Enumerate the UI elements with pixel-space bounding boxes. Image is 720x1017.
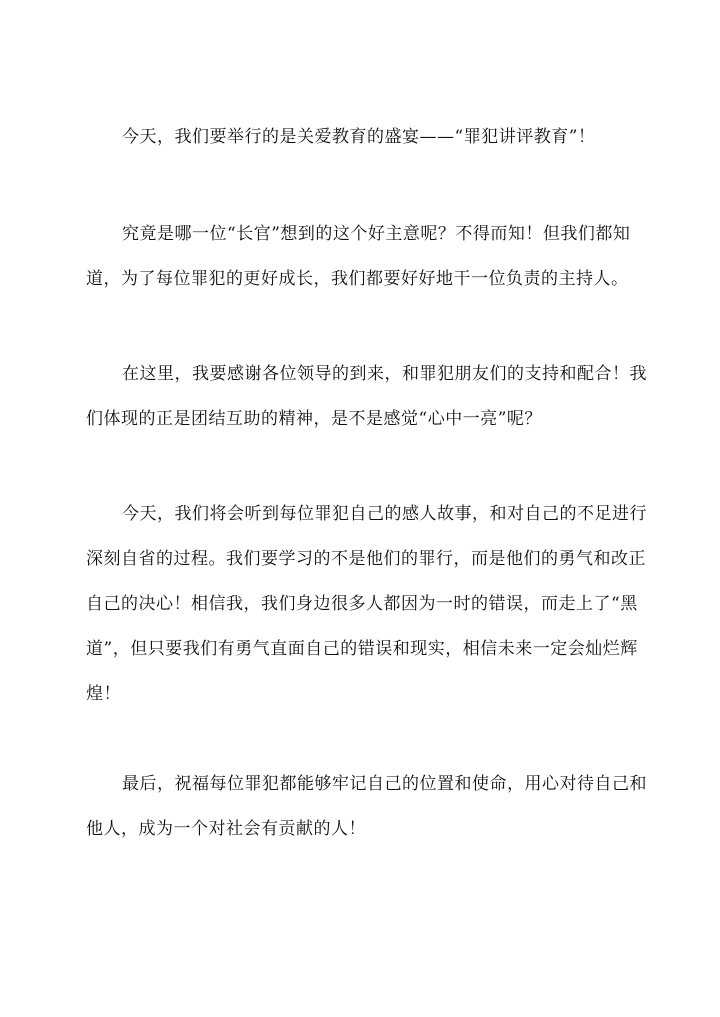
text-line: 最后，祝福每位罪犯都能够牢记自己的位置和使命，用心对待自己和 <box>122 774 647 794</box>
text-line: 他人，成为一个对社会有贡献的人！ <box>86 819 366 839</box>
text-line: 今天，我们将会听到每位罪犯自己的感人故事，和对自己的不足进行 <box>122 504 647 524</box>
text-line: 们体现的正是团结互助的精神，是不是感觉“心中一亮”呢？ <box>86 409 542 429</box>
text-line: 自己的决心！相信我，我们身边很多人都因为一时的错误，而走上了“黑 <box>86 594 638 614</box>
paragraph-5 <box>86 762 647 852</box>
text-line: 今天，我们要举行的是关爱教育的盛宴——“罪犯讲评教育”！ <box>122 127 596 147</box>
text-line: 煌！ <box>86 684 121 704</box>
paragraph-2 <box>86 212 634 302</box>
paragraph-3 <box>86 352 647 442</box>
paragraph-4 <box>86 492 647 717</box>
paragraph-1 <box>86 115 634 160</box>
text-line: 在这里，我要感谢各位领导的到来，和罪犯朋友们的支持和配合！我 <box>122 364 647 384</box>
text-line: 道，为了每位罪犯的更好成长，我们都要好好地干一位负责的主持人。 <box>86 269 629 289</box>
text-line: 深刻自省的过程。我们要学习的不是他们的罪行，而是他们的勇气和改正 <box>86 549 646 569</box>
text-line: 究竟是哪一位“长官”想到的这个好主意呢？不得而知！但我们都知 <box>122 224 631 244</box>
text-line: 道”，但只要我们有勇气直面自己的错误和现实，相信未来一定会灿烂辉 <box>86 639 638 659</box>
